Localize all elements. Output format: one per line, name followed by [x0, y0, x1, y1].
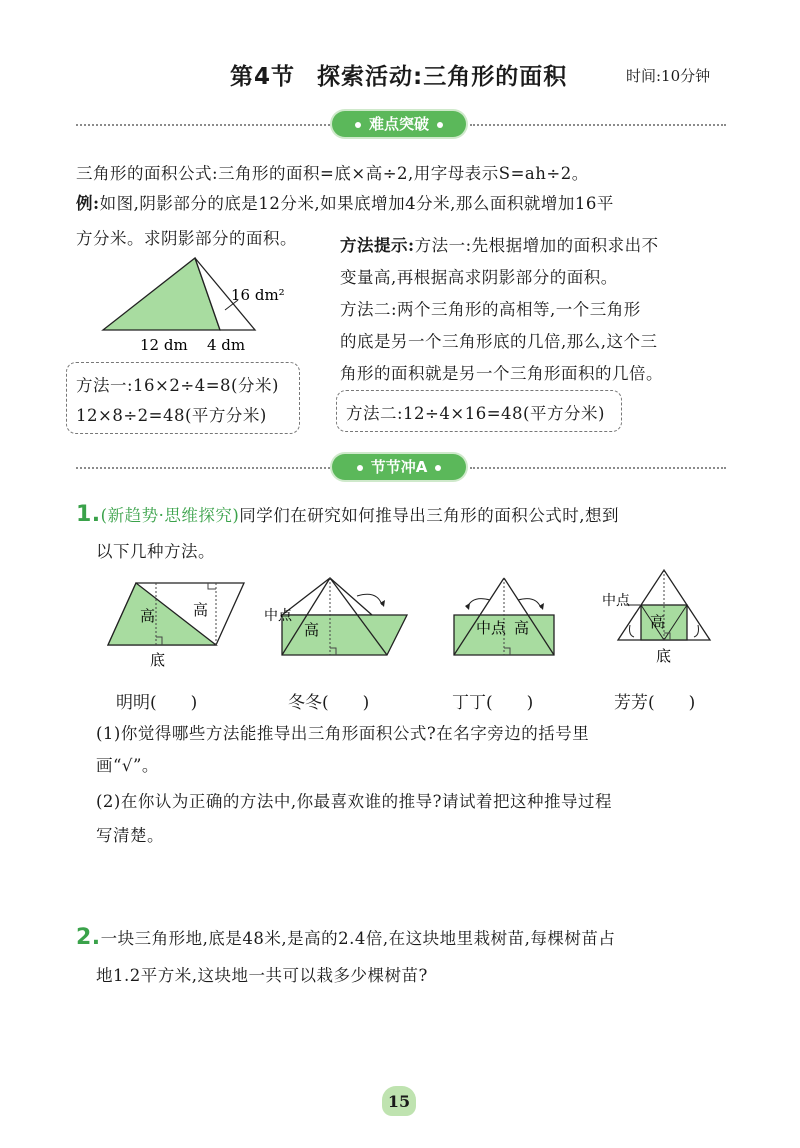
q1-number: 1.: [76, 502, 101, 527]
method-1-line-2: 12×8÷2=48(平方分米): [76, 406, 267, 425]
q1-line-2: 以下几种方法。: [96, 542, 215, 561]
example-line-1: 例:如图,阴影部分的底是12分米,如果底增加4分米,那么面积就增加16平: [76, 194, 614, 213]
example-triangle-figure: [95, 250, 285, 360]
figure-dongdong: [262, 570, 412, 670]
option-dingding[interactable]: 丁丁( ): [452, 693, 534, 713]
divider-left-2: [76, 467, 330, 469]
figure-fangfang: [600, 565, 730, 670]
option-mingming[interactable]: 明明( ): [116, 693, 198, 713]
divider-right: [470, 124, 726, 126]
svg-text:中点: 中点: [264, 608, 292, 624]
page-title: [230, 58, 567, 91]
q2-number: 2.: [76, 925, 101, 950]
difficulty-tag: 难点突破: [332, 111, 466, 137]
svg-text:高: 高: [140, 607, 156, 625]
formula-text: 三角形的面积公式:三角形的面积=底×高÷2,用字母表示S=ah÷2。: [76, 164, 589, 183]
method-2-line: 方法二:12÷4×16=48(平方分米): [346, 404, 605, 423]
q1-tag: (新趋势·思维探究): [100, 506, 240, 525]
example-label: 例:: [76, 194, 100, 213]
time-limit: 时间:10分钟: [626, 67, 711, 85]
svg-text:高: 高: [514, 619, 530, 637]
base-label-2: 4 dm: [207, 336, 246, 354]
q1-sub1-line-1: (1)你觉得哪些方法能推导出三角形面积公式?在名字旁边的括号里: [96, 724, 590, 743]
base-label-1: 12 dm: [140, 336, 188, 354]
svg-text:高: 高: [304, 621, 320, 639]
divider-left: [76, 124, 330, 126]
divider-right-2: [470, 467, 726, 469]
method-1-line-1: 方法一:16×2÷4=8(分米): [76, 376, 279, 395]
hint-line-4: 的底是另一个三角形底的几倍,那么,这个三: [340, 332, 658, 351]
option-dongdong[interactable]: 冬冬( ): [288, 693, 370, 713]
figure-dingding: [442, 570, 572, 670]
svg-text:中点: 中点: [602, 593, 630, 609]
svg-text:底: 底: [150, 651, 166, 669]
hint-label: 方法提示:: [340, 236, 415, 255]
hint-line-2: 变量高,再根据高求阴影部分的面积。: [340, 268, 618, 287]
hint-line-3: 方法二:两个三角形的高相等,一个三角形: [340, 300, 641, 319]
area-label: 16 dm²: [231, 286, 285, 304]
q2-line-1: 2.一块三角形地,底是48米,是高的2.4倍,在这块地里栽树苗,每棵树苗占: [76, 925, 616, 950]
svg-text:高: 高: [650, 613, 666, 631]
q1-line-1: 1.(新趋势·思维探究)同学们在研究如何推导出三角形的面积公式时,想到: [76, 502, 620, 527]
svg-text:高: 高: [193, 601, 209, 619]
section-title: 探索活动:三角形的面积: [317, 64, 568, 90]
practice-tag: 节节冲A: [332, 454, 466, 480]
hint-line-5: 角形的面积就是另一个三角形面积的几倍。: [340, 364, 663, 383]
example-line-2: 方分米。求阴影部分的面积。: [76, 229, 297, 248]
q1-sub2-line-1: (2)在你认为正确的方法中,你最喜欢谁的推导?请试着把这种推导过程: [96, 792, 612, 811]
svg-text:中点: 中点: [476, 619, 507, 637]
q2-line-2: 地1.2平方米,这块地一共可以栽多少棵树苗?: [96, 966, 428, 985]
page-number: 15: [382, 1086, 416, 1116]
section-number: 第4节: [230, 64, 296, 90]
hint-line-1: 方法提示:方法一:先根据增加的面积求出不: [340, 236, 659, 255]
q1-sub2-line-2: 写清楚。: [96, 826, 164, 845]
svg-text:底: 底: [656, 647, 672, 665]
option-fangfang[interactable]: 芳芳( ): [614, 693, 696, 713]
figure-mingming: [100, 575, 250, 675]
q1-sub1-line-2: 画“√”。: [96, 756, 159, 775]
